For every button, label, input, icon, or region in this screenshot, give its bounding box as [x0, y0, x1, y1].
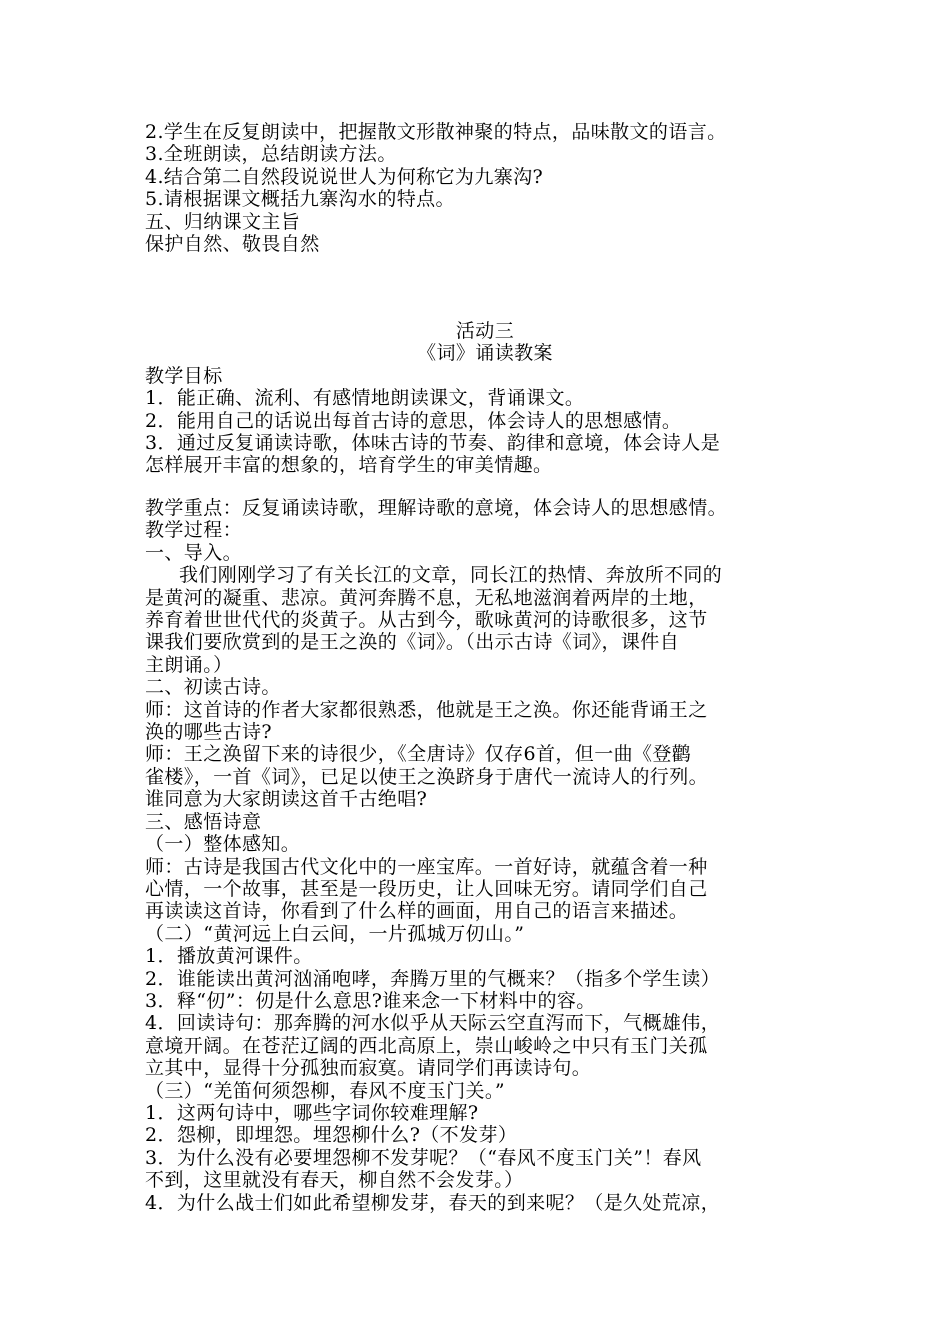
paragraph-line: 立其中，显得十分孤独而寂寞。请同学们再读诗句。 [145, 1057, 592, 1080]
paragraph-line: 我们刚刚学习了有关长江的文章，同长江的热情、奔放所不同的 [179, 564, 723, 587]
text-line: 保护自然、敬畏自然 [145, 233, 320, 256]
subsection-heading: （一）整体感知。 [145, 833, 301, 856]
paragraph-line: 养育着世世代代的炎黄子。从古到今，歌咏黄河的诗歌很多，这节 [145, 609, 708, 632]
paragraph-line: 师：古诗是我国古代文化中的一座宝库。一首好诗，就蕴含着一种 [145, 855, 708, 878]
section-heading: 五、归纳课文主旨 [145, 210, 301, 233]
list-item: 3．为什么没有必要埋怨柳不发芽呢？（“春风不度玉门关”！春风 [145, 1146, 702, 1169]
lesson-header [145, 320, 825, 477]
paragraph-line: 主朗诵。） [145, 653, 233, 676]
paragraph-line: 师：这首诗的作者大家都很熟悉，他就是王之涣。你还能背诵王之 [145, 698, 708, 721]
list-item: 3．释“仞”：仞是什么意思?谁来念一下材料中的容。 [145, 989, 596, 1012]
lesson-body [145, 497, 825, 1214]
lesson-title: 《词》诵读教案 [417, 342, 553, 365]
paragraph-line: 雀楼》，一首《词》，已足以使王之涣跻身于唐代一流诗人的行列。 [145, 765, 709, 788]
objective-item: 3．通过反复诵读诗歌，体味古诗的节奏、韵律和意境，体会诗人是 [145, 432, 721, 455]
objective-item: 2．能用自己的话说出每首古诗的意思，体会诗人的思想感情。 [145, 409, 682, 432]
list-item: 1．播放黄河课件。 [145, 945, 313, 968]
paragraph-line: 谁同意为大家朗读这首千古绝唱? [145, 788, 428, 811]
paragraph-line: 不到，这里就没有春天，柳自然不会发芽。） [145, 1169, 524, 1192]
list-item: 2．谁能读出黄河汹涌咆哮，奔腾万里的气概来？（指多个学生读） [145, 967, 721, 990]
text-line: 4.结合第二自然段说说世人为何称它为九寨沟? [145, 165, 544, 188]
paragraph-line: 心情，一个故事，甚至是一段历史，让人回味无穷。请同学们自己 [145, 877, 708, 900]
subsection-heading: （三）“羌笛何须怨柳，春风不度玉门关。” [145, 1079, 505, 1102]
paragraph-line: 师：王之涣留下来的诗很少，《全唐诗》仅存6首，但一曲《登鹳 [145, 743, 692, 766]
text-line: 3.全班朗读，总结朗读方法。 [145, 143, 397, 166]
text-line: 2.学生在反复朗读中，把握散文形散神聚的特点，品味散文的语言。 [145, 121, 727, 143]
paragraph-line: 涣的哪些古诗? [145, 721, 272, 744]
list-item: 2．怨柳，即埋怨。埋怨柳什么?（不发芽） [145, 1124, 518, 1147]
list-item: 4．为什么战士们如此希望柳发芽，春天的到来呢？（是久处荒凉， [145, 1191, 721, 1214]
key-points: 教学重点：反复诵读诗歌，理解诗歌的意境，体会诗人的思想感情。 [145, 497, 728, 519]
objective-item: 1．能正确、流利、有感情地朗读课文，背诵课文。 [145, 387, 585, 410]
paragraph-line: 课我们要欣赏到的是王之涣的《词》。（出示古诗《词》，课件自 [145, 631, 680, 654]
activity-title: 活动三 [455, 320, 515, 342]
previous-lesson-steps [145, 121, 825, 255]
section-heading: 三、感悟诗意 [145, 810, 262, 833]
process-heading: 教学过程： [145, 519, 243, 542]
list-item: 4．回读诗句：那奔腾的河水似乎从天际云空直泻而下，气概雄伟， [145, 1012, 721, 1035]
objective-item: 怎样展开丰富的想象的，培育学生的审美情趣。 [145, 454, 553, 477]
list-item: 1．这两句诗中，哪些字词你较难理解? [145, 1101, 479, 1124]
subsection-heading: （二）“黄河远上白云间，一片孤城万仞山。” [145, 922, 525, 945]
paragraph-line: 再读读这首诗，你看到了什么样的画面，用自己的语言来描述。 [145, 900, 689, 923]
section-heading: 二、初读古诗。 [145, 676, 281, 699]
objectives-heading: 教学目标 [145, 364, 223, 387]
text-line: 5.请根据课文概括九寨沟水的特点。 [145, 188, 455, 211]
paragraph-line: 意境开阔。在苍茫辽阔的西北高原上，崇山峻岭之中只有玉门关孤 [145, 1034, 708, 1057]
section-heading: 一、导入。 [145, 541, 243, 564]
paragraph-line: 是黄河的凝重、悲凉。黄河奔腾不息，无私地滋润着两岸的土地， [145, 586, 708, 609]
